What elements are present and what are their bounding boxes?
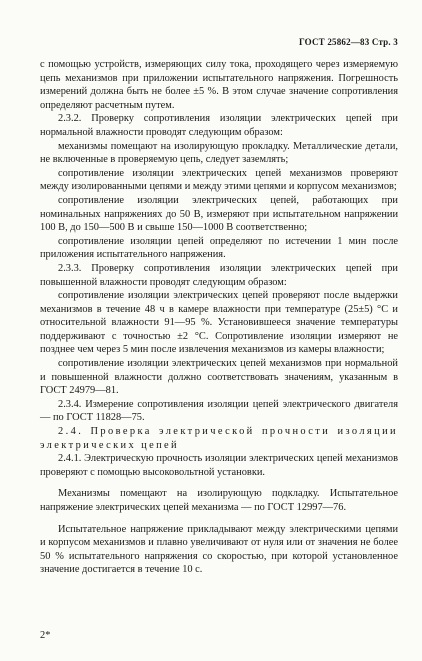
section-heading: 2.4. Проверка электрической прочности изоляции электрических цепей [40,426,398,451]
paragraph: Механизмы помещают на изолирующую подкладку. Испытательное напряжение электрических цепей механизма — по ГОСТ 12997—76. [40,488,398,513]
paragraph: сопротивление изоляции электрических цепей проверяют после выдержки механизмов в течение 48 ч в камере влажности при температуре (25±5) °С и относительной влажности 91—95 %. Установившееся значение температуры поддерживают с точностью ±2 °С. Сопротивление изоляции измеряют не позднее чем через 5 мин после извлечения механизмов из камеры влажности; [40,290,398,356]
paragraph: 2.3.4. Измерение сопротивления изоляции цепей электрического двигателя — по ГОСТ 11828—75. [40,398,398,424]
paragraph: сопротивление изоляции цепей определяют по истечении 1 мин после приложения испытательного напряжения. [40,235,398,261]
paragraph: 2.3.3. Проверку сопротивления изоляции электрических цепей при повышенной влажности проводят следующим образом: [40,262,398,288]
paragraph: с помощью устройств, измеряющих силу тока, проходящего через измеряемую цепь механизмов при приложении испытательного напряжения. Погрешность измерений должна быть не более ±5 %. В этом случае значение сопротивления определяют расчетным путем. [40,59,398,111]
paragraph: механизмы помещают на изолирующую прокладку. Металлические детали, не включенные в проверяемую цепь, следует заземлять; [40,140,398,166]
paragraph: сопротивление изоляции электрических цепей механизмов при нормальной и повышенной влажности должно соответствовать значениям, указанным в ГОСТ 24979—81. [40,358,398,397]
paragraph: сопротивление изоляции электрических цепей механизмов проверяют между изолированными цепями и между этими цепями и корпусом механизмов; [40,167,398,193]
signature-mark: 2* [40,630,51,641]
paragraph: 2.3.2. Проверку сопротивления изоляции электрических цепей при нормальной влажности проводят следующим образом: [40,113,398,138]
page-number: Стр. 3 [371,37,398,47]
paragraph: 2.4.1. Электрическую прочность изоляции электрических цепей механизмов проверяют с помощью высоковольтной установки. [40,453,398,478]
body-text [40,58,398,577]
standard-number: ГОСТ 25862—83 [298,37,370,47]
page-header [299,37,398,47]
paragraph: Испытательное напряжение прикладывают между электрическими цепями и корпусом механизмов и плавно увеличивают от нуля или от значения не более 50 % испытательного напряжения со скоростью, при которой установленное значение достигается в течение 10 с. [40,523,398,576]
paragraph: сопротивление изоляции электрических цепей, работающих при номинальных напряжениях до 50 В, измеряют при испытательном напряжении 100 В, до 150—500 В и свыше 150—1000 В соответственно; [40,194,398,234]
